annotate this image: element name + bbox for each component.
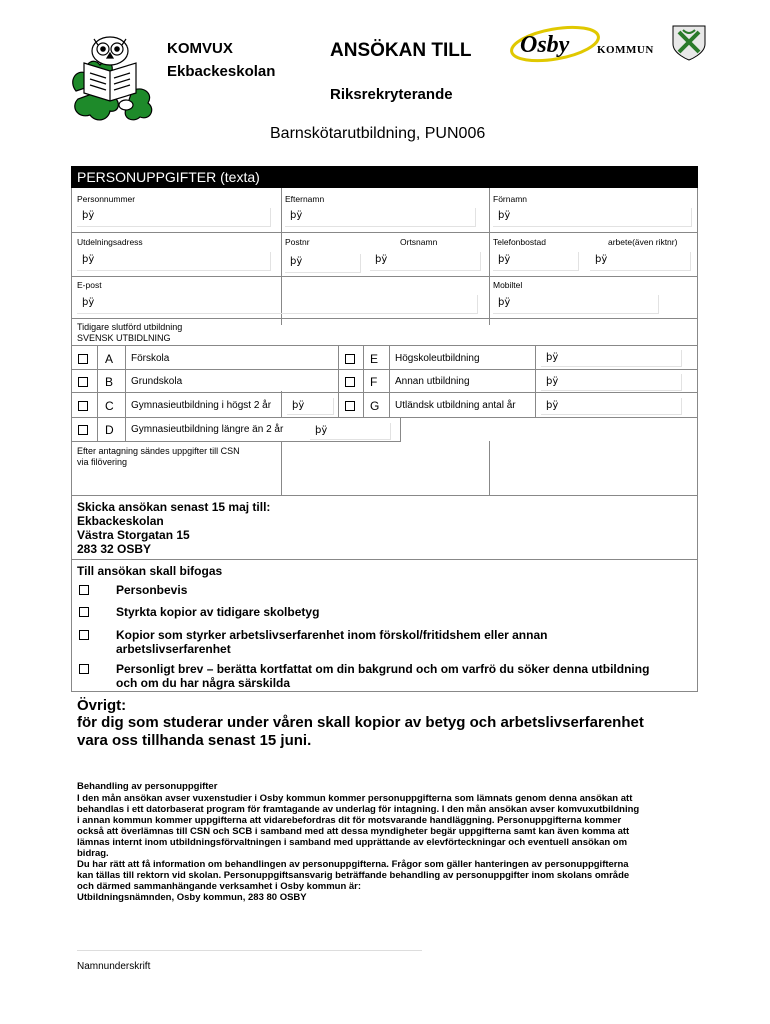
education-subheading: SVENSK UTBIDLNING: [77, 333, 171, 343]
option-letter-e: E: [370, 352, 379, 366]
tel-bostad-field[interactable]: þÿ: [493, 252, 579, 271]
privacy-line-10: Utbildningsnämnden, Osby kommun, 283 80 OSBY: [77, 892, 307, 903]
label-ortsnamn: Ortsnamn: [400, 237, 438, 247]
send-line-1: Skicka ansökan senast 15 maj till:: [77, 500, 271, 514]
checkbox-f[interactable]: [345, 377, 355, 387]
label-postnr: Postnr: [285, 237, 310, 247]
attachment-item-3: Kopior som styrker arbetslivserfarenhet inom förskol/fritidshem eller annan: [116, 628, 548, 642]
attachment-item-1: Personbevis: [116, 583, 188, 597]
privacy-line-4: också att överlämnas till CSN och SCB i samband med att dessa myndigheter begär uppgifterna samt kan även komma att: [77, 826, 630, 837]
osby-logo: [510, 24, 600, 64]
option-text-g: Utländsk utbildning antal år: [395, 400, 516, 411]
attachment-checkbox-1[interactable]: [79, 585, 89, 595]
privacy-line-8: kan tällas till rektorn vid skolan. Personuppgiftsansvarig beträffande behandling av personuppgifter inom skolans område: [77, 870, 630, 881]
privacy-line-6: bidrag.: [77, 848, 109, 859]
option-text-c: Gymnasieutbildning i högst 2 år: [131, 400, 272, 411]
coat-of-arms-icon: [671, 24, 707, 62]
privacy-line-9: och därmed sammanhängande verksamhet i Osby kommun är:: [77, 881, 362, 892]
postnr-field[interactable]: þÿ: [285, 254, 361, 273]
label-personnummer: Personnummer: [77, 194, 136, 204]
option-e-field[interactable]: þÿ: [541, 350, 682, 367]
option-letter-d: D: [105, 423, 114, 437]
label-fornamn: Förnamn: [493, 194, 528, 204]
option-text-a: Förskola: [131, 353, 170, 364]
school-subname: Ekbackeskolan: [167, 63, 276, 80]
attachments-heading: Till ansökan skall bifogas: [77, 564, 223, 578]
signature-label: Namnunderskrift: [77, 961, 151, 972]
send-line-4: 283 32 OSBY: [77, 542, 152, 556]
personal-section-title: PERSONUPPGIFTER (texta): [77, 169, 260, 185]
label-efternamn: Efternamn: [285, 194, 325, 204]
attachment-item-2: Styrkta kopior av tidigare skolbetyg: [116, 605, 320, 619]
signature-line[interactable]: [77, 950, 422, 951]
attachment-checkbox-4[interactable]: [79, 664, 89, 674]
option-letter-c: C: [105, 399, 114, 413]
form-subtitle: Riksrekryterande: [330, 86, 453, 103]
privacy-line-7: Du har rätt att få information om behandlingen av personuppgifterna. Frågor som gäller hanteringen av personuppgifterna: [77, 859, 629, 870]
csn-note-2: via filövering: [77, 457, 128, 467]
checkbox-a[interactable]: [78, 354, 88, 364]
personnummer-field[interactable]: þÿ: [77, 208, 271, 227]
option-letter-b: B: [105, 375, 114, 389]
attachment-item-4: Personligt brev – berätta kortfattat om din bakgrund och om varfrö du söker denna utbildning: [116, 662, 650, 676]
efternamn-field[interactable]: þÿ: [285, 208, 476, 227]
checkbox-d[interactable]: [78, 425, 88, 435]
option-letter-f: F: [370, 375, 378, 389]
label-tel-arbete: arbete(även riktnr): [608, 237, 678, 247]
option-letter-a: A: [105, 352, 114, 366]
tel-arbete-field[interactable]: þÿ: [590, 252, 691, 271]
option-d-years-field[interactable]: þÿ: [310, 423, 391, 440]
option-text-e: Högskoleutbildning: [395, 353, 480, 364]
form-title: ANSÖKAN TILL: [330, 40, 472, 61]
personal-section-header: [71, 166, 698, 188]
checkbox-c[interactable]: [78, 401, 88, 411]
label-adress: Utdelningsadress: [77, 237, 143, 247]
option-letter-g: G: [370, 399, 380, 413]
municipality-label: KOMMUN: [597, 44, 654, 56]
fornamn-field[interactable]: þÿ: [493, 208, 692, 227]
option-g-field[interactable]: þÿ: [541, 398, 682, 415]
program-name: Barnskötarutbildning, PUN006: [270, 125, 486, 142]
school-name: KOMVUX: [167, 40, 233, 57]
option-f-field[interactable]: þÿ: [541, 374, 682, 391]
option-c-years-field[interactable]: þÿ: [287, 398, 334, 415]
privacy-line-1: I den mån ansökan avser vuxenstudier i Osby kommun kommer personuppgifterna som lämnats genom denna ansökan att: [77, 793, 633, 804]
checkbox-g[interactable]: [345, 401, 355, 411]
option-text-f: Annan utbildning: [395, 376, 470, 387]
checkbox-e[interactable]: [345, 354, 355, 364]
attachment-item-3-cont: arbetslivserfarenhet: [116, 642, 231, 656]
osby-logo-word: Osby: [520, 32, 570, 58]
other-line-1: för dig som studerar under våren skall kopior av betyg och arbetslivserfarenhet: [77, 714, 644, 731]
label-epost: E-post: [77, 280, 102, 290]
label-tel-bostad: Telefonbostad: [493, 237, 546, 247]
education-heading: Tidigare slutförd utbildning: [77, 322, 183, 332]
send-line-3: Västra Storgatan 15: [77, 528, 190, 542]
option-text-d: Gymnasieutbildning längre än 2 år: [131, 424, 284, 435]
option-text-b: Grundskola: [131, 376, 183, 387]
ortsnamn-field[interactable]: þÿ: [370, 252, 481, 271]
privacy-line-2: behandlas i ett datorbaserat program för framtagande av underlag för intagning. I den mån ansökan avser komvuxutbildning: [77, 804, 640, 815]
privacy-heading: Behandling av personuppgifter: [77, 781, 218, 792]
adress-field[interactable]: þÿ: [77, 252, 271, 271]
send-line-2: Ekbackeskolan: [77, 514, 164, 528]
privacy-line-3: i annan kommun kommer uppgifterna att vidarebefordras dit för motsvarande handläggning. Personuppgifterna kommer: [77, 815, 622, 826]
other-line-2: vara oss tillhanda senast 15 juni.: [77, 732, 312, 749]
attachment-checkbox-3[interactable]: [79, 630, 89, 640]
attachment-item-4-cont: och om du har några särskilda: [116, 676, 291, 690]
privacy-line-5: lämnas internt inom utbildningsförvaltningen i samband med upprättande av elevförteckningar och eventuell ansökan om: [77, 837, 628, 848]
label-mobil: Mobiltel: [493, 280, 523, 290]
mobil-field[interactable]: þÿ: [493, 295, 659, 314]
csn-note: Efter antagning sändes uppgifter till CSN: [77, 446, 240, 456]
owl-reading-logo: [70, 33, 162, 123]
checkbox-b[interactable]: [78, 377, 88, 387]
other-heading: Övrigt:: [77, 697, 127, 714]
attachment-checkbox-2[interactable]: [79, 607, 89, 617]
epost-field[interactable]: þÿ: [77, 295, 478, 314]
